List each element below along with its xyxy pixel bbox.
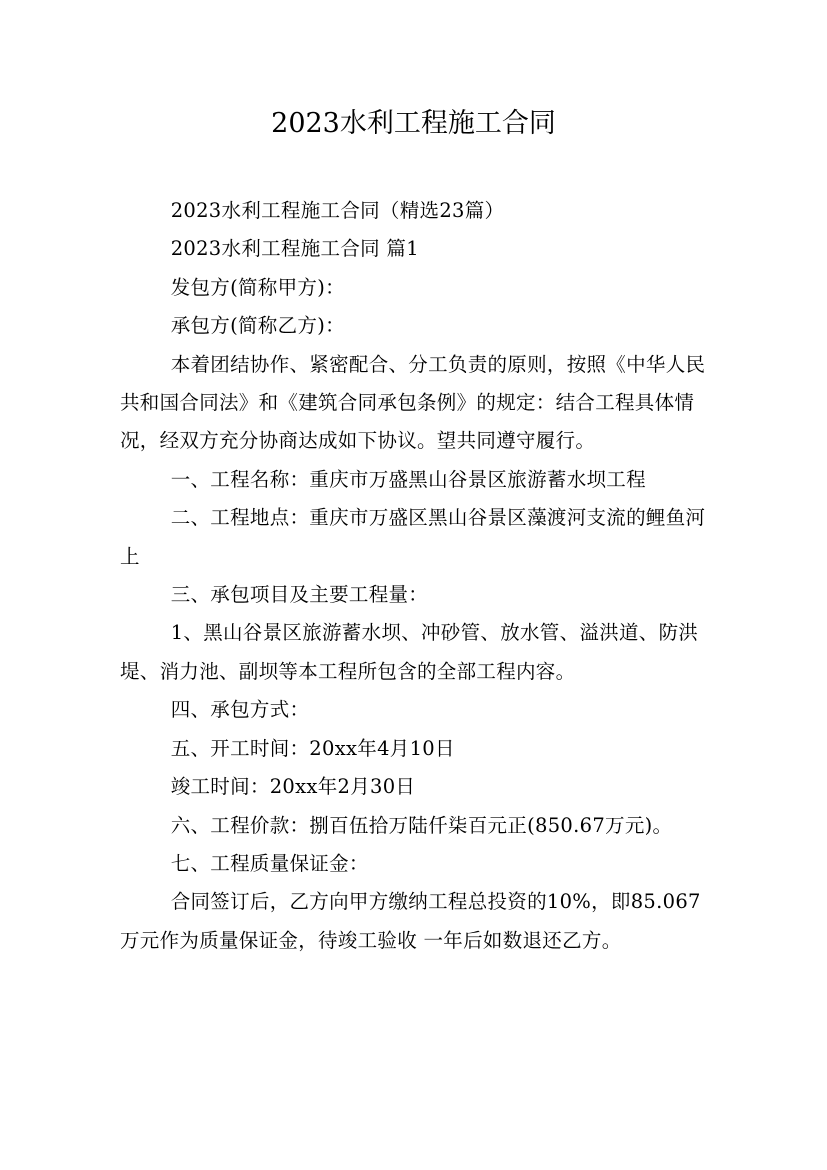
- paragraph-section-heading: 2023水利工程施工合同 篇1: [170, 237, 419, 261]
- paragraph-preamble: 本着团结协作、紧密配合、分工负责的原则，按照《中华人民共和国合同法》和《建筑合同承包条例》的规定：结合工程具体情况，经双方充分协商达成如下协议。望共同遵守履行。: [120, 352, 706, 453]
- paragraph-project-name: 一、工程名称：重庆市万盛黑山谷景区旅游蓄水坝工程: [170, 467, 646, 491]
- paragraph-scope-heading: 三、承包项目及主要工程量：: [170, 583, 429, 607]
- paragraph-party-b: 承包方(简称乙方)：: [170, 314, 345, 338]
- paragraph-contract-method: 四、承包方式：: [170, 698, 310, 722]
- paragraph-subtitle: 2023水利工程施工合同（精选23篇）: [170, 199, 505, 222]
- paragraph-scope-items: 1、黑山谷景区旅游蓄水坝、冲砂管、放水管、溢洪道、防洪堤、消力池、副坝等本工程所包含的全部工程内容。: [120, 621, 699, 683]
- paragraph-deposit-heading: 七、工程质量保证金：: [170, 851, 369, 875]
- paragraph-completion-date: 竣工时间：20xx年2月30日: [170, 775, 416, 799]
- paragraph-deposit-terms: 合同签订后，乙方向甲方缴纳工程总投资的10%，即85.067万元作为质量保证金，待竣工验收 一年后如数退还乙方。: [120, 890, 701, 952]
- document-body: [120, 192, 710, 960]
- paragraph-contract-price: 六、工程价款：捌百伍拾万陆仟柒百元正(850.67万元)。: [170, 813, 673, 837]
- paragraph-start-date: 五、开工时间：20xx年4月10日: [170, 736, 455, 760]
- document-title: 2023水利工程施工合同: [271, 108, 556, 139]
- paragraph-project-location: 二、工程地点：重庆市万盛区黑山谷景区藻渡河支流的鲤鱼河上: [120, 506, 706, 568]
- paragraph-party-a: 发包方(简称甲方)：: [170, 275, 345, 299]
